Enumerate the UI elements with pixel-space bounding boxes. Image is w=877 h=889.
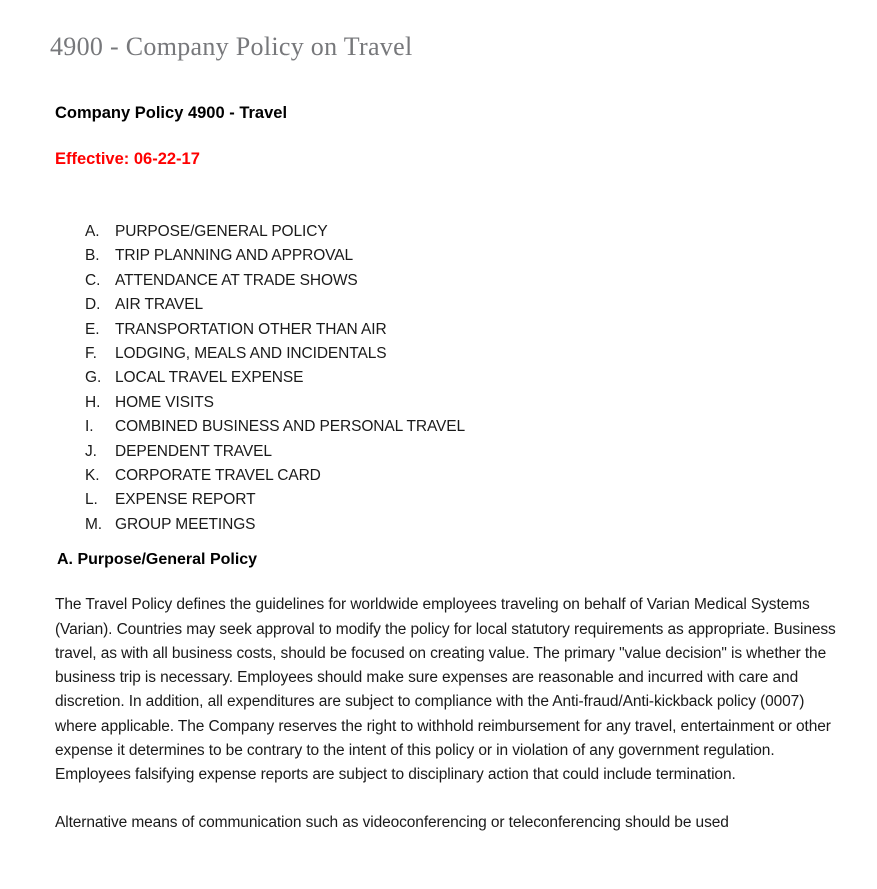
toc-item-label: LOCAL TRAVEL EXPENSE xyxy=(115,369,304,387)
toc-item-letter: I. xyxy=(85,418,94,436)
table-of-contents xyxy=(0,220,877,537)
toc-item-letter: M. xyxy=(85,515,103,533)
toc-item xyxy=(85,342,877,366)
toc-item xyxy=(85,440,877,464)
policy-paragraph: The Travel Policy defines the guidelines for worldwide employees traveling on behalf of Varian Medical Systems (Varian). Countries may seek approval to modify the policy for local statutory requirements as appropriate. Business travel, as with all business costs, should be focused on creating value. The primary "value decision" is whether the business trip is necessary. Employees should make sure expenses are reasonable and incurred with care and discretion. In addition, all expenditures are subject to compliance with the Anti-fraud/Anti-kickback policy (0007) where applicable. The Company reserves the right to withhold reimbursement for any travel, entertainment or other expense it determines to be contrary to the intent of this policy or in violation of any government regulation. Employees falsifying expense reports are subject to disciplinary action that could include termination. xyxy=(55,596,836,784)
toc-item xyxy=(85,318,877,342)
effective-date: Effective: 06-22-17 xyxy=(55,150,200,168)
toc-item xyxy=(85,488,877,512)
toc-item-letter: B. xyxy=(85,247,100,265)
toc-item-letter: K. xyxy=(85,467,100,485)
toc-item xyxy=(85,415,877,439)
toc-item-letter: E. xyxy=(85,320,100,338)
toc-item xyxy=(85,293,877,317)
toc-item xyxy=(85,464,877,488)
toc-item xyxy=(85,513,877,537)
toc-item-letter: H. xyxy=(85,393,101,411)
toc-item-label: COMBINED BUSINESS AND PERSONAL TRAVEL xyxy=(115,418,466,436)
toc-item-label: PURPOSE/GENERAL POLICY xyxy=(115,223,328,240)
toc-item-label: LODGING, MEALS AND INCIDENTALS xyxy=(115,345,387,363)
toc-item-label: TRANSPORTATION OTHER THAN AIR xyxy=(115,320,387,338)
toc-item-label: EXPENSE REPORT xyxy=(115,491,256,509)
toc-item-label: AIR TRAVEL xyxy=(115,296,204,314)
toc-item-label: ATTENDANCE AT TRADE SHOWS xyxy=(115,271,358,289)
toc-item xyxy=(85,269,877,293)
toc-item-label: HOME VISITS xyxy=(115,393,214,411)
section-heading-purpose: A. Purpose/General Policy xyxy=(57,551,258,569)
toc-item-label: CORPORATE TRAVEL CARD xyxy=(115,467,321,485)
toc-item-letter: G. xyxy=(85,369,102,387)
toc-item-letter: J. xyxy=(85,442,97,460)
toc-item xyxy=(85,220,877,244)
toc-item xyxy=(85,391,877,415)
doc-heading: Company Policy 4900 - Travel xyxy=(55,104,288,122)
toc-item-letter: C. xyxy=(85,271,101,289)
document-page xyxy=(0,32,877,889)
toc-item xyxy=(85,244,877,268)
toc-item-label: TRIP PLANNING AND APPROVAL xyxy=(115,247,354,265)
toc-item-letter: F. xyxy=(85,345,97,363)
toc-item-label: DEPENDENT TRAVEL xyxy=(115,442,272,460)
toc-item-letter: L. xyxy=(85,491,98,509)
toc-item-label: GROUP MEETINGS xyxy=(115,515,256,533)
page-title: 4900 - Company Policy on Travel xyxy=(50,32,413,61)
toc-item-letter: D. xyxy=(85,296,101,314)
toc-item xyxy=(85,366,877,390)
toc-item-letter: A. xyxy=(85,223,100,240)
policy-paragraph: Alternative means of communication such as videoconferencing or teleconferencing should be used xyxy=(55,813,729,831)
